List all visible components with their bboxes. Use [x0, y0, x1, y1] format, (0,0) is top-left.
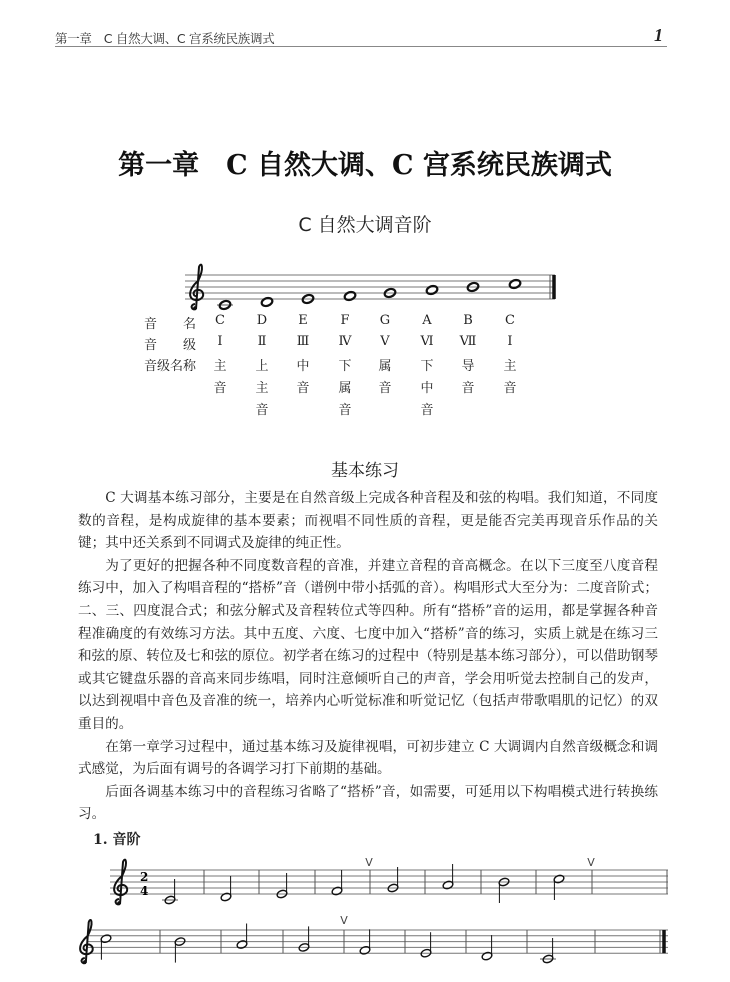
table-cell: 属	[378, 359, 392, 374]
table-cell: 音	[255, 403, 269, 418]
table-cell: F	[340, 313, 350, 328]
paragraph: 后面各调基本练习中的音程练习省略了“搭桥”音，如需要，可延用以下构唱模式进行转换练习。	[78, 783, 658, 823]
table-cell: A	[422, 313, 432, 328]
table-cell: Ⅵ	[420, 334, 434, 349]
table-cell: 主	[255, 381, 269, 396]
treble-clef-icon	[83, 960, 87, 964]
time-signature-top: 2	[140, 869, 149, 884]
breath-mark: V	[587, 855, 595, 869]
table-cell: 中	[420, 381, 434, 396]
breath-mark: V	[340, 913, 348, 927]
paragraph: 在第一章学习过程中，通过基本练习及旋律视唱，可初步建立 C 大调调内自然音级概念和调式感觉，为后面有调号的各调学习打下前期的基础。	[78, 738, 658, 778]
table-cell: Ⅱ	[257, 334, 267, 349]
chapter-title: 第一章 C 自然大调、C 宫系统民族调式	[118, 150, 612, 181]
table-cell: Ⅳ	[338, 334, 352, 349]
whole-note	[509, 279, 522, 290]
table-cell: 导	[461, 359, 475, 374]
row-label: 音级名称	[144, 359, 197, 374]
treble-clef-icon	[193, 306, 197, 310]
table-cell: 音	[213, 381, 227, 396]
treble-clef-icon	[117, 901, 121, 905]
table-cell: Ⅴ	[380, 334, 390, 349]
exercise-title: 1. 音阶	[93, 831, 141, 848]
table-cell: 音	[461, 381, 475, 396]
main-flow	[78, 487, 658, 975]
scale-notation	[0, 0, 730, 420]
breath-mark: V	[365, 855, 373, 869]
table-cell: 中	[296, 359, 310, 374]
whole-note	[426, 285, 439, 296]
paragraph: C 大调基本练习部分，主要是在自然音级上完成各种音程及和弦的构唱。我们知道，不同度数的音程，是构成旋律的基本要素；而视唱不同性质的音程，更是能否完美再现音乐作品的关键；其中还关系到不同调式及旋律的纯正性。	[78, 490, 658, 552]
table-cell: 主	[213, 359, 227, 374]
table-cell: 音	[296, 381, 310, 396]
whole-note	[344, 291, 357, 302]
table-cell: Ⅲ	[296, 334, 310, 349]
section-title-basic-practice: 基本练习	[331, 461, 399, 481]
table-cell: 属	[338, 381, 352, 396]
table-cell: C	[215, 313, 225, 328]
table-cell: 下	[420, 359, 434, 374]
paragraph: 为了更好的把握各种不同度数音程的音准，并建立音程的音高概念。在以下三度至八度音程练习中，加入了构唱音程的“搭桥”音（谱例中带小括弧的音）。构唱形式大至分为：二度音阶式；二、三、四度混合式；和弦分解式及音程转位式等四种。所有“搭桥”音的运用，都是掌握各种音程准确度的有效练习方法。其中五度、六度、七度中加入“搭桥”音的练习，实质上就是在练习三和弦的原、转位及七和弦的原位。初学者在练习的过程中（特别是基本练习部分），可以借助钢琴或其它键盘乐器的音高来同步练唱，同时注意倾听自己的声音，学会用听觉去控制自己的发声，以达到视唱中音色及音准的统一，培养内心听觉标准和听觉记忆（包括声带歌唱肌的记忆）的双重目的。	[78, 557, 658, 732]
table-cell: C	[505, 313, 515, 328]
body-text	[78, 487, 658, 826]
row-label: 音 级	[144, 338, 197, 353]
table-cell: Ⅶ	[459, 334, 477, 349]
running-title: 第一章 C 自然大调、C 宫系统民族调式	[55, 31, 275, 46]
page-number: 1	[654, 25, 663, 45]
table-cell: 下	[338, 359, 352, 374]
table-cell: 音	[503, 381, 517, 396]
table-cell: 音	[420, 403, 434, 418]
table-cell: Ⅰ	[507, 334, 513, 349]
time-signature-bottom: 4	[140, 883, 149, 898]
table-cell: D	[256, 313, 268, 328]
table-cell: 主	[503, 359, 517, 374]
table-cell: 音	[338, 403, 352, 418]
table-cell: E	[298, 313, 308, 328]
table-cell: B	[463, 313, 473, 328]
table-cell: 上	[255, 359, 269, 374]
scale-title: C 自然大调音阶	[298, 214, 432, 236]
table-cell: 音	[378, 381, 392, 396]
row-label: 音 名	[144, 317, 197, 332]
exercise-notation	[0, 850, 730, 975]
table-cell: G	[379, 313, 391, 328]
whole-note	[261, 297, 274, 308]
table-cell: Ⅰ	[217, 334, 223, 349]
